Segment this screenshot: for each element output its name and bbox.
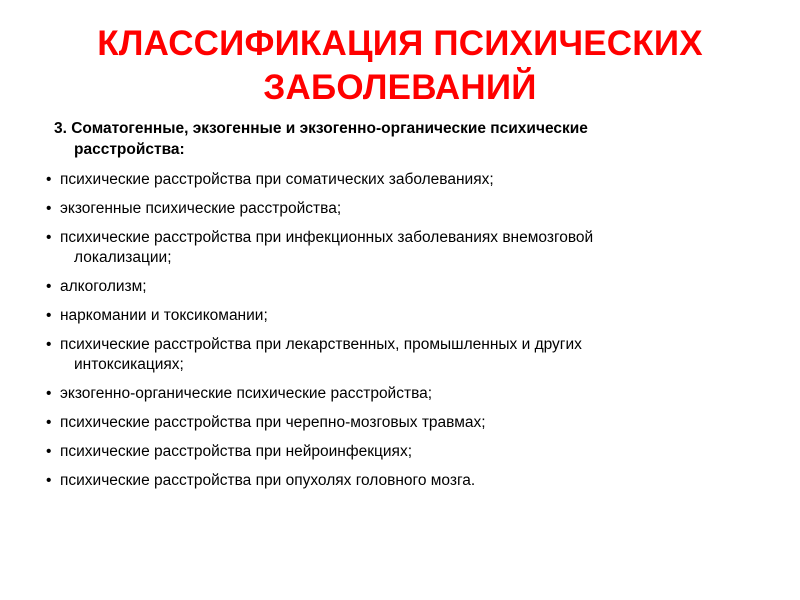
list-item xyxy=(46,335,766,375)
bullet-icon: • xyxy=(46,472,52,489)
list-item xyxy=(46,471,766,491)
list-item xyxy=(46,413,766,433)
section-heading-line-2: расстройства: xyxy=(74,141,185,158)
bullet-icon: • xyxy=(46,336,52,353)
list-item xyxy=(46,306,766,326)
list-item xyxy=(46,228,766,268)
list-item xyxy=(46,199,766,219)
list-item-text: наркомании и токсикомании; xyxy=(60,307,268,324)
section-heading xyxy=(54,118,754,160)
list-item-text: психические расстройства при инфекционных заболеваниях внемозговой xyxy=(60,229,594,246)
list-item-text: психические расстройства при нейроинфекциях; xyxy=(60,443,413,460)
list-item-text: экзогенно-органические психические расстройства; xyxy=(60,385,433,402)
list-item xyxy=(46,384,766,404)
list-item xyxy=(46,277,766,297)
list-item-text-continued: локализации; xyxy=(74,249,172,266)
list-item-text: психические расстройства при черепно-мозговых травмах; xyxy=(60,414,486,431)
list-item-text: психические расстройства при соматических заболеваниях; xyxy=(60,171,494,188)
slide-title-line-2: ЗАБОЛЕВАНИЙ xyxy=(263,68,537,107)
bullet-icon: • xyxy=(46,278,52,295)
bullet-icon: • xyxy=(46,414,52,431)
bullet-icon: • xyxy=(46,307,52,324)
list-item xyxy=(46,442,766,462)
disorder-list xyxy=(46,170,766,500)
list-item-text: экзогенные психические расстройства; xyxy=(60,200,342,217)
slide-title xyxy=(20,22,780,110)
list-item-text-continued: интоксикациях; xyxy=(74,356,184,373)
bullet-icon: • xyxy=(46,200,52,217)
bullet-icon: • xyxy=(46,171,52,188)
list-item xyxy=(46,170,766,190)
bullet-icon: • xyxy=(46,385,52,402)
list-item-text: алкоголизм; xyxy=(60,278,147,295)
bullet-icon: • xyxy=(46,229,52,246)
list-item-text: психические расстройства при лекарственных, промышленных и других xyxy=(60,336,582,353)
bullet-icon: • xyxy=(46,443,52,460)
list-item-text: психические расстройства при опухолях головного мозга. xyxy=(60,472,476,489)
section-heading-line-1: 3. Соматогенные, экзогенные и экзогенно-органические психические xyxy=(54,120,588,137)
slide-title-line-1: КЛАССИФИКАЦИЯ ПСИХИЧЕСКИХ xyxy=(97,24,703,63)
